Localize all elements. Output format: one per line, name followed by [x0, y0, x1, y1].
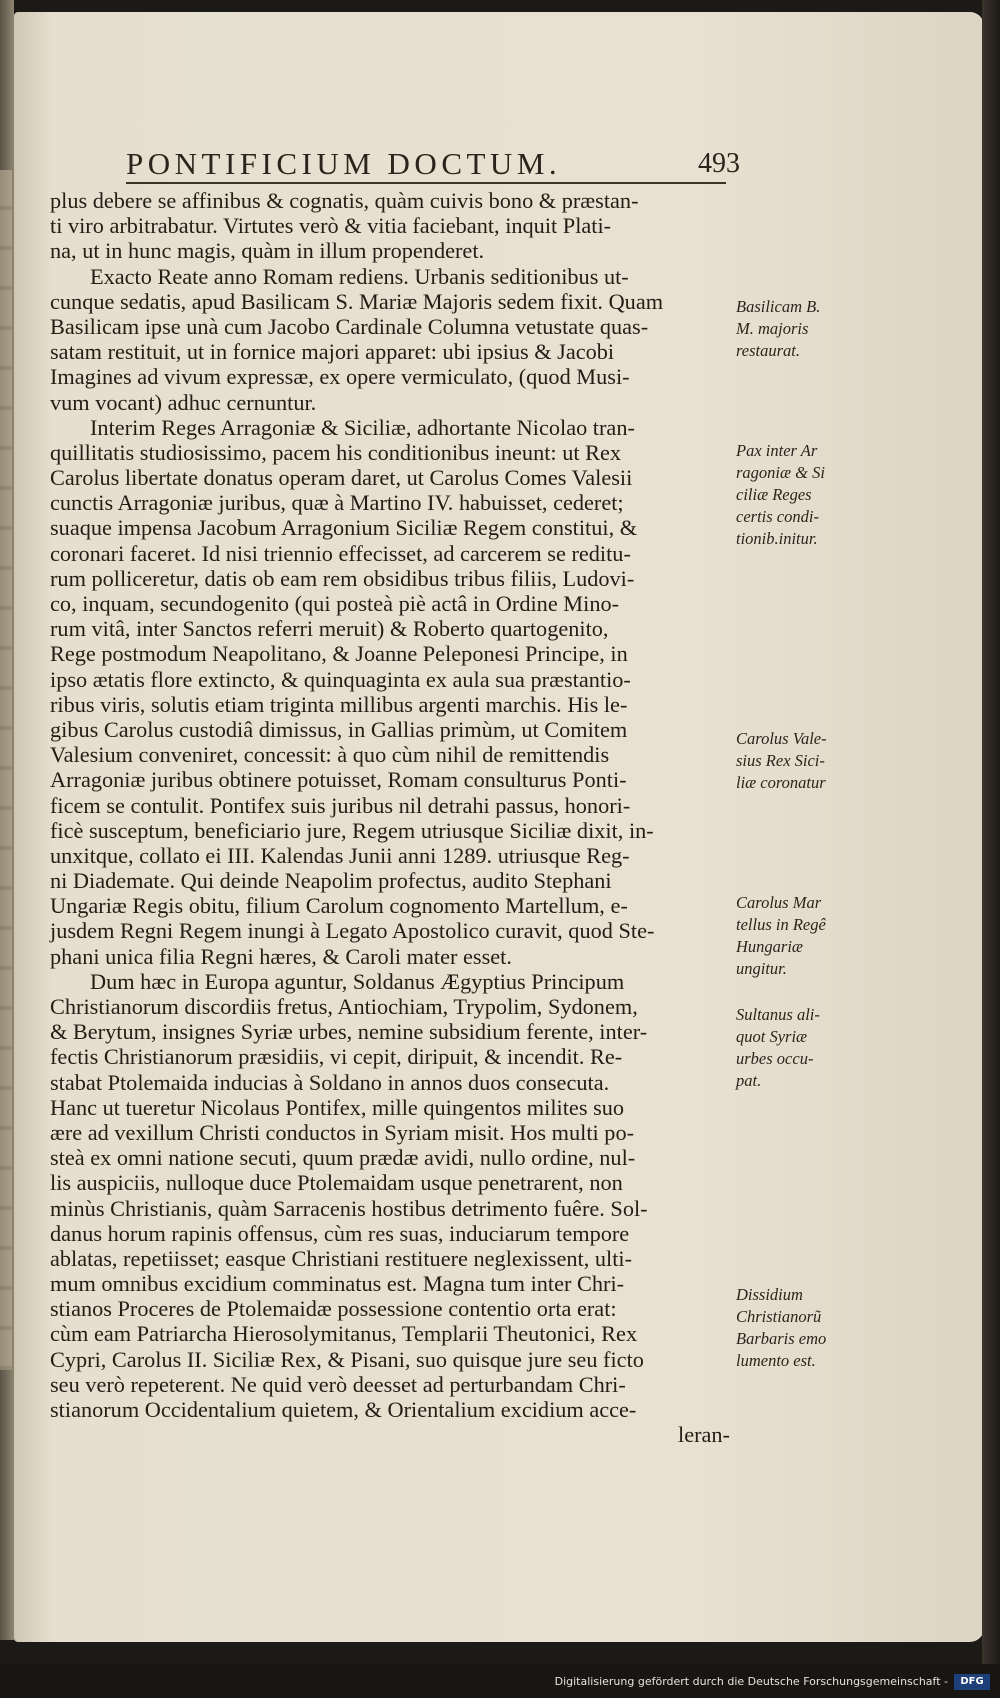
- running-head: PONTIFICIUM DOCTUM.: [126, 146, 562, 181]
- text-line: steà ex omni natione secuti, quum prædæ avidi, nullo ordine, nul-: [50, 1145, 636, 1171]
- margin-note-line: ciliæ Reges: [736, 485, 812, 504]
- text-line: ficè susceptum, beneficiario jure, Regem utriusque Siciliæ dixit, in-: [50, 817, 654, 843]
- text-line: ficem se contulit. Pontifex suis juribus nil detrahi passus, honori-: [50, 792, 631, 818]
- margin-note-carolus-martellus: [736, 892, 826, 980]
- margin-note-line: Hungariæ: [736, 937, 803, 956]
- margin-note-line: lumento est.: [736, 1351, 816, 1370]
- margin-note-dissidium: [736, 1284, 826, 1372]
- text-line: ære ad vexillum Christi conductos in Syriam misit. Hos multi po-: [50, 1119, 635, 1145]
- text-line: cunctis Arragoniæ juribus, quæ à Martino IV. habuisset, cederet;: [50, 490, 624, 516]
- text-line: Dum hæc in Europa aguntur, Soldanus Ægyptius Principum: [90, 968, 625, 994]
- margin-note-line: restaurat.: [736, 341, 801, 360]
- margin-note-carolus-valesius: [736, 728, 827, 794]
- margin-note-line: M. majoris: [736, 319, 809, 338]
- text-line: danus horum rapinis offensus, cùm res suas, induciarum tempore: [50, 1220, 630, 1246]
- text-line: Ungariæ Regis obitu, filium Carolum cognomento Martellum, e-: [50, 893, 628, 919]
- text-line: Cypri, Carolus II. Siciliæ Rex, & Pisani, suo quisque jure seu ficto: [50, 1346, 644, 1372]
- text-line: ni Diademate. Qui deinde Neapolim profectus, audito Stephani: [50, 868, 612, 894]
- text-line: Basilicam ipse unà cum Jacobo Cardinale Columna vetustate quas-: [50, 313, 649, 339]
- footer-bar: [0, 1664, 1000, 1698]
- text-line: cunque sedatis, apud Basilicam S. Mariæ Majoris sedem fixit. Quam: [50, 288, 664, 314]
- text-line: phani unica filia Regni hæres, & Caroli mater esset.: [50, 943, 512, 969]
- page-number: 493: [698, 148, 740, 179]
- margin-note-line: Basilicam B.: [736, 297, 821, 316]
- text-line: seu verò repeterent. Ne quid verò deesset ad perturbandam Chri-: [50, 1371, 626, 1397]
- footer-credit: Digitalisierung gefördert durch die Deutsche Forschungsgemeinschaft -: [554, 1675, 948, 1688]
- text-line: gibus Carolus custodiâ dimissus, in Gallias primùm, ut Comitem: [50, 716, 628, 742]
- margin-note-line: Christianorũ: [736, 1307, 822, 1326]
- text-line: rum polliceretur, datis ob eam rem obsidibus tribus filiis, Ludovi-: [50, 565, 635, 591]
- header-rule: [126, 182, 726, 184]
- text-line: unxitque, collato ei III. Kalendas Junii anni 1289. utriusque Reg-: [50, 842, 630, 868]
- text-line: Carolus libertate donatus operam daret, ut Carolus Comes Valesii: [50, 465, 633, 491]
- text-line: suaque impensa Jacobum Arragonium Siciliæ Regem constitui, &: [50, 515, 638, 541]
- margin-note-line: Sultanus ali-: [736, 1005, 820, 1024]
- text-line: Arragoniæ juribus obtinere potuisset, Romam consulturus Ponti-: [50, 767, 627, 793]
- margin-note-sultanus: [736, 1004, 820, 1092]
- margin-note-line: tionib.initur.: [736, 529, 818, 548]
- margin-note-line: Pax inter Ar: [736, 441, 818, 460]
- text-line: lis auspiciis, nulloque duce Ptolemaidam usque penetrarent, non: [50, 1170, 623, 1196]
- text-line: coronari faceret. Id nisi triennio effecisset, ad carcerem se reditu-: [50, 540, 631, 566]
- text-line: stianorum Occidentalium quietem, & Orientalium excidium acce-: [50, 1397, 637, 1422]
- body-text: [50, 188, 730, 1447]
- text-line: minùs Christianis, quàm Sarracenis hostibus detrimento fuêre. Sol-: [50, 1195, 648, 1221]
- text-line: quillitatis studiosissimo, pacem his conditionibus ineunt: ut Rex: [50, 439, 622, 465]
- text-line: stabat Ptolemaida inducias à Soldano in annos duos consecuta.: [50, 1069, 610, 1095]
- margin-note-basilica: [736, 296, 820, 362]
- margin-note-line: Dissidium: [736, 1285, 803, 1304]
- text-line: ribus viris, solutis etiam triginta millibus argenti marchis. His le-: [50, 691, 628, 717]
- text-line: Hanc ut tueretur Nicolaus Pontifex, mille quingentos milites suo: [50, 1094, 625, 1120]
- margin-note-line: sius Rex Sici-: [736, 751, 825, 770]
- text-line: Valesium conveniret, concessit: à quo cùm nihil de remittendis: [50, 742, 610, 768]
- text-line: co, inquam, secundogenito (qui posteà piè actâ in Ordine Mino-: [50, 591, 620, 616]
- text-line: Christianorum discordiis fretus, Antiochiam, Trypolim, Sydonem,: [50, 994, 638, 1019]
- text-line: ipso ætatis flore extincto, & quinquaginta ex aula sua præstantio-: [50, 666, 631, 692]
- text-line: fectis Christianorum præsidiis, vi cepit, diripuit, & incendit. Re-: [50, 1044, 623, 1070]
- text-line: ti viro arbitrabatur. Virtutes verò & vitia faciebant, inquit Plati-: [50, 213, 612, 239]
- margin-note-line: ragoniæ & Si: [736, 463, 825, 482]
- text-line: Interim Reges Arragoniæ & Siciliæ, adhortante Nicolao tran-: [90, 414, 635, 440]
- margin-note-line: quot Syriæ: [736, 1027, 808, 1046]
- text-line: na, ut in hunc magis, quàm in illum propenderet.: [50, 238, 485, 264]
- text-line: cùm eam Patriarcha Hierosolymitanus, Templarii Theutonici, Rex: [50, 1321, 638, 1347]
- text-line: Exacto Reate anno Romam rediens. Urbanis seditionibus ut-: [90, 263, 629, 289]
- text-line: Imagines ad vivum expressæ, ex opere vermiculato, (quod Musi-: [50, 364, 630, 390]
- text-line: jusdem Regni Regem inungi à Legato Apostolico curavit, quod Ste-: [50, 918, 655, 944]
- margin-note-line: certis condi-: [736, 507, 819, 526]
- text-line: vum vocant) adhuc cernuntur.: [50, 389, 317, 415]
- text-line: ablatas, repetiisset; easque Christiani restituere neglexissent, ulti-: [50, 1245, 633, 1271]
- margin-note-line: tellus in Regê: [736, 915, 826, 934]
- text-line: satam restituit, ut in fornice majori apparet: ubi ipsius & Jacobi: [50, 339, 615, 365]
- text-line: leran-: [678, 1422, 730, 1448]
- text-line: & Berytum, insignes Syriæ urbes, nemine subsidium ferente, inter-: [50, 1019, 648, 1045]
- dfg-logo: DFG: [954, 1674, 990, 1690]
- margin-note-line: pat.: [736, 1071, 762, 1090]
- text-line: mum omnibus excidium comminatus est. Magna tum inter Chri-: [50, 1271, 625, 1297]
- margin-note-line: Carolus Mar: [736, 893, 822, 912]
- page-right-edge: [982, 0, 1000, 1698]
- margin-note-pax: [736, 440, 825, 550]
- margin-note-line: Barbaris emo: [736, 1329, 827, 1348]
- margin-note-line: urbes occu-: [736, 1049, 814, 1068]
- text-line: rum vitâ, inter Sanctos referri meruit) & Roberto quartogenito,: [50, 616, 609, 642]
- page-header: [126, 146, 740, 186]
- text-line: stianos Proceres de Ptolemaidæ possessione contentio orta erat:: [50, 1296, 617, 1322]
- margin-note-line: liæ coronatur: [736, 773, 826, 792]
- text-line: Rege postmodum Neapolitano, & Joanne Peleponesi Principe, in: [50, 641, 628, 667]
- margin-note-line: Carolus Vale-: [736, 729, 827, 748]
- page-edge-strip: [0, 170, 12, 1370]
- text-line: plus debere se affinibus & cognatis, quàm cuivis bono & præstan-: [50, 188, 639, 213]
- margin-note-line: ungitur.: [736, 959, 787, 978]
